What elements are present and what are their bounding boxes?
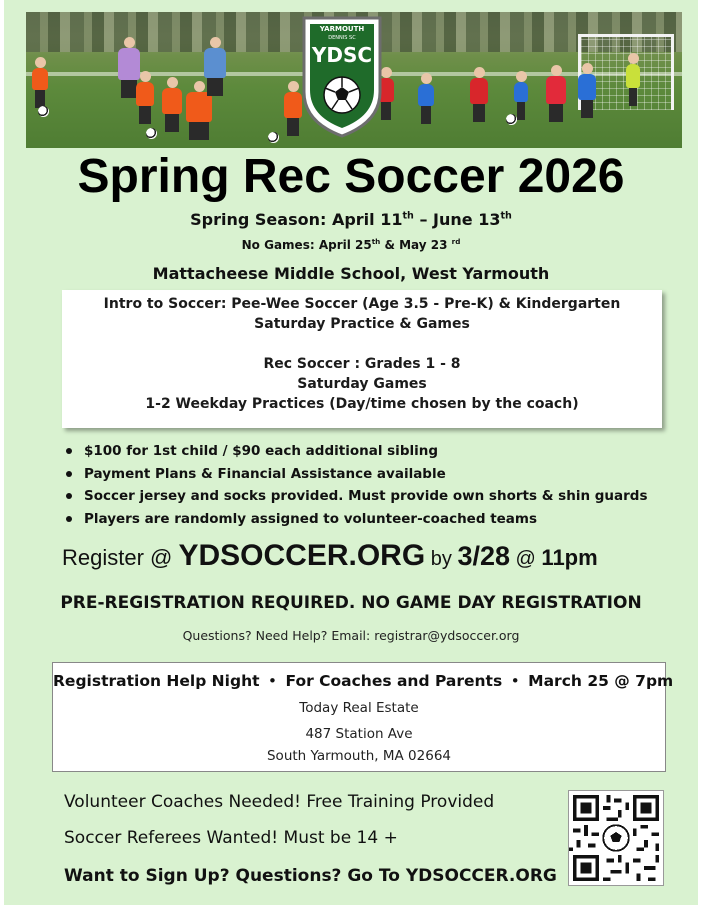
player-orange	[162, 88, 182, 114]
help-night-place: Today Real Estate	[299, 700, 419, 716]
season-prefix: Spring Season: April 11	[190, 210, 403, 229]
help-night-box	[52, 662, 674, 772]
bullet-item: Players are randomly assigned to volunteer-coached teams	[64, 508, 684, 531]
venue: Mattacheese Middle School, West Yarmouth	[152, 264, 550, 283]
flyer	[4, 0, 698, 905]
player-orange	[186, 92, 212, 122]
bullet-item: Soccer jersey and socks provided. Must provide own shorts & shin guards	[64, 485, 684, 508]
player-red	[546, 76, 566, 104]
program-line: Intro to Soccer: Pee-Wee Soccer (Age 3.5 - Pre-K) & Kindergarten	[103, 296, 621, 312]
logo-side-text: DENNIS SC	[328, 35, 356, 41]
player-blue	[418, 84, 434, 106]
season-mid: – June 13	[413, 210, 501, 229]
questions-contact: Questions? Need Help? Email: registrar@ydsoccer.org	[182, 628, 520, 643]
season-sup-1: th	[402, 210, 414, 222]
soccer-ball	[146, 128, 157, 139]
register-prefix: Register @	[62, 545, 179, 570]
ydsc-shield-logo	[300, 0, 384, 140]
flyer-title: Spring Rec Soccer 2026	[77, 150, 625, 203]
no-games-dates	[4, 236, 698, 254]
help-night-heading	[53, 669, 674, 693]
program-line: Saturday Practice & Games	[254, 316, 470, 332]
register-time: 11pm	[541, 545, 598, 570]
register-line	[62, 536, 692, 581]
register-at: @	[510, 548, 542, 570]
no-games-mid: & May 23	[380, 238, 452, 252]
bullet-item: $100 for 1st child / $90 each additional sibling	[64, 440, 684, 463]
register-date: 3/28	[457, 541, 510, 571]
help-night-city: South Yarmouth, MA 02664	[266, 748, 452, 764]
logo-top-text: YARMOUTH	[319, 25, 365, 33]
preregistration-notice: PRE-REGISTRATION REQUIRED. NO GAME DAY REGISTRATION	[60, 593, 642, 613]
no-games-sup-1: th	[371, 237, 381, 246]
programs-box	[62, 290, 662, 428]
program-line: 1-2 Weekday Practices (Day/time chosen by the coach)	[145, 396, 579, 412]
volunteer-coaches-line: Volunteer Coaches Needed! Free Training Provided	[64, 792, 495, 812]
soccer-ball	[268, 132, 279, 143]
signup-line: Want to Sign Up? Questions? Go To YDSOCCER.ORG	[64, 866, 557, 886]
player-blue	[578, 74, 596, 100]
logo-letters: YDSC	[311, 43, 373, 67]
program-line: Rec Soccer : Grades 1 - 8	[263, 356, 461, 372]
soccer-ball	[38, 106, 49, 117]
program-gap	[62, 334, 662, 354]
info-bullets	[64, 440, 684, 530]
separator-dot: •	[510, 672, 520, 690]
bullet-item: Payment Plans & Financial Assistance available	[64, 463, 684, 486]
help-night-street: 487 Station Ave	[305, 726, 413, 742]
qr-code-icon[interactable]	[568, 790, 664, 886]
program-line: Saturday Games	[297, 376, 427, 392]
season-sup-2: th	[500, 210, 512, 222]
register-site: YDSOCCER.ORG	[178, 539, 426, 572]
season-dates	[4, 208, 698, 232]
help-night-title: Registration Help Night	[53, 672, 260, 690]
no-games-sup-2: rd	[451, 237, 461, 246]
separator-dot: •	[267, 672, 278, 690]
parent	[204, 48, 226, 78]
no-games-prefix: No Games: April 25	[241, 238, 372, 252]
register-by: by	[425, 548, 458, 570]
player-red	[470, 78, 488, 104]
help-night-date: March 25 @ 7pm	[528, 672, 674, 690]
help-night-audience: For Coaches and Parents	[285, 672, 503, 690]
goalkeeper	[626, 64, 640, 88]
coach	[118, 48, 140, 80]
referees-line: Soccer Referees Wanted! Must be 14 +	[64, 828, 398, 848]
soccer-ball	[506, 114, 517, 125]
player-orange	[32, 68, 48, 90]
player-orange	[136, 82, 154, 106]
player-blue	[514, 82, 528, 102]
